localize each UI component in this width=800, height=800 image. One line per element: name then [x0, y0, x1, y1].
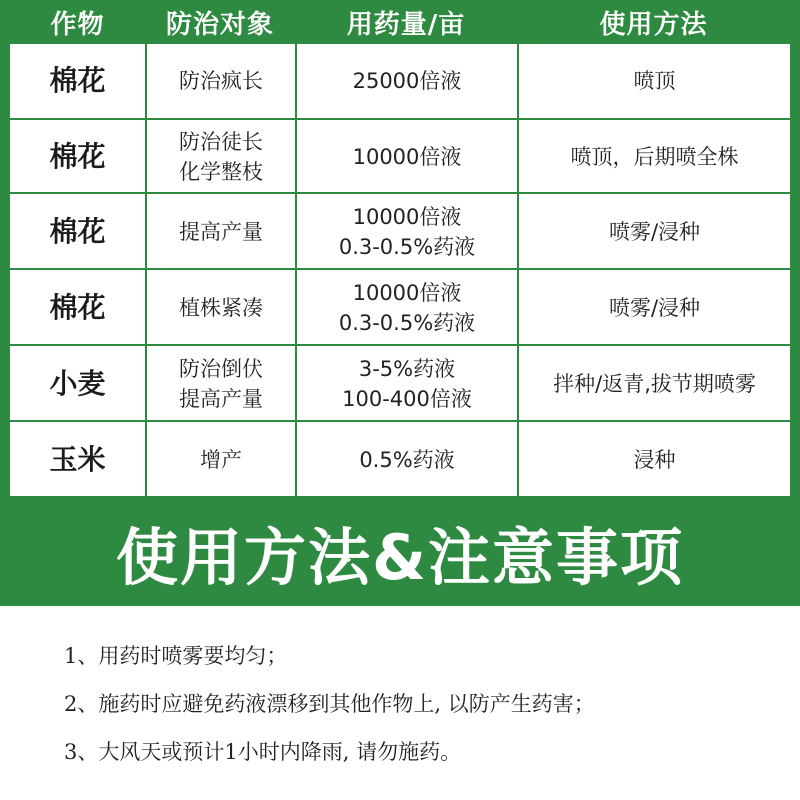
table-row [10, 192, 790, 270]
target-cell: 增产 [145, 422, 295, 498]
method-cell: 拌种/返青,拔节期喷雾 [517, 346, 790, 422]
header-target: 防治对象 [165, 9, 274, 40]
target-cell: 提高产量 [145, 194, 295, 270]
notes-list [64, 632, 764, 776]
header-crop: 作物 [50, 9, 105, 40]
dosage-cell: 10000倍液 0.3-0.5%药液 [295, 194, 517, 270]
method-cell: 喷雾/浸种 [517, 270, 790, 346]
target-cell: 植株紧凑 [145, 270, 295, 346]
note-item: 3、大风天或预计1小时内降雨, 请勿施药。 [64, 740, 462, 764]
dosage-table [10, 44, 790, 496]
table-row [10, 268, 790, 346]
table-header [0, 0, 800, 44]
method-cell: 浸种 [517, 422, 790, 498]
crop-cell: 棉花 [49, 215, 106, 248]
table-row [10, 420, 790, 498]
dosage-cell: 10000倍液 0.3-0.5%药液 [295, 270, 517, 346]
note-item: 1、用药时喷雾要均匀； [64, 644, 288, 668]
section-title: 使用方法&注意事项 [115, 520, 685, 594]
crop-cell: 棉花 [49, 291, 106, 324]
method-cell: 喷顶 [517, 44, 790, 118]
crop-cell: 棉花 [49, 64, 106, 97]
method-cell: 喷顶，后期喷全株 [517, 120, 790, 194]
table-row [10, 344, 790, 422]
dosage-cell: 3-5%药液 100-400倍液 [295, 346, 517, 422]
header-method: 使用方法 [599, 9, 708, 40]
crop-cell: 玉米 [49, 443, 106, 476]
target-cell: 防治徒长 化学整枝 [145, 120, 295, 194]
method-cell: 喷雾/浸种 [517, 194, 790, 270]
dosage-cell: 25000倍液 [295, 44, 517, 118]
note-item: 2、施药时应避免药液漂移到其他作物上, 以防产生药害； [64, 692, 595, 716]
dosage-cell: 0.5%药液 [295, 422, 517, 498]
crop-cell: 小麦 [49, 367, 106, 400]
target-cell: 防治倒伏 提高产量 [145, 346, 295, 422]
header-dosage: 用药量/亩 [346, 9, 466, 40]
target-cell: 防治疯长 [145, 44, 295, 118]
crop-cell: 棉花 [49, 140, 106, 173]
table-row [10, 118, 790, 194]
dosage-cell: 10000倍液 [295, 120, 517, 194]
table-row [10, 44, 790, 118]
